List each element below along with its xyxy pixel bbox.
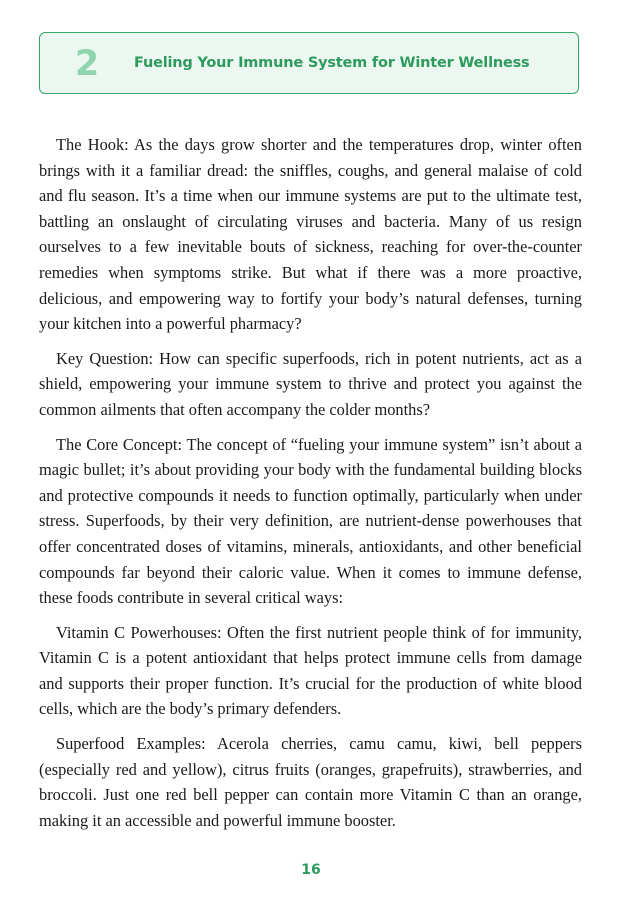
paragraph-key-question: Key Question: How can specific superfoods, rich in potent nutrients, act as a shield, empowering your immune system to thrive and protect you against the common ailments that often accompany the colder months?: [39, 348, 582, 419]
chapter-number: 2: [74, 43, 100, 84]
chapter-title: Fueling Your Immune System for Winter Wellness: [134, 55, 530, 71]
body-text: [39, 132, 582, 842]
paragraph-core-concept: The Core Concept: The concept of “fueling your immune system” isn’t about a magic bullet; it’s about providing your body with the fundamental building blocks and protective compounds it needs to function optimally, particularly when under stress. Superfoods, by their very definition, are nutrient-dense powerhouses that offer concentrated doses of vitamins, minerals, antioxidants, and other beneficial compounds far beyond their caloric value. When it comes to immune defense, these foods contribute in several critical ways:: [39, 434, 582, 608]
chapter-header-box: [39, 32, 579, 94]
paragraph-hook: The Hook: As the days grow shorter and the temperatures drop, winter often brings with it a familiar dread: the sniffles, coughs, and general malaise of cold and flu season. It’s a time when our immune systems are put to the ultimate test, battling an onslaught of circulating viruses and bacteria. Many of us resign ourselves to a few inevitable bouts of sickness, reaching for over-the-counter remedies when symptoms strike. But what if there was a more proactive, delicious, and empowering way to fortify your body’s natural defenses, turning your kitchen into a powerful pharmacy?: [39, 135, 582, 334]
page-number: 16: [301, 862, 321, 878]
paragraph-superfood-examples: Superfood Examples: Acerola cherries, camu camu, kiwi, bell peppers (especially red and yellow), citrus fruits (oranges, grapefruits), strawberries, and broccoli. Just one red bell pepper can contain more Vitamin C than an orange, making it an accessible and powerful immune booster.: [39, 734, 582, 830]
paragraph-vitamin-c: Vitamin C Powerhouses: Often the first nutrient people think of for immunity, Vitamin C is a potent antioxidant that helps protect immune cells from damage and supports their proper function. It’s crucial for the production of white blood cells, which are the body’s primary defenders.: [39, 622, 582, 719]
